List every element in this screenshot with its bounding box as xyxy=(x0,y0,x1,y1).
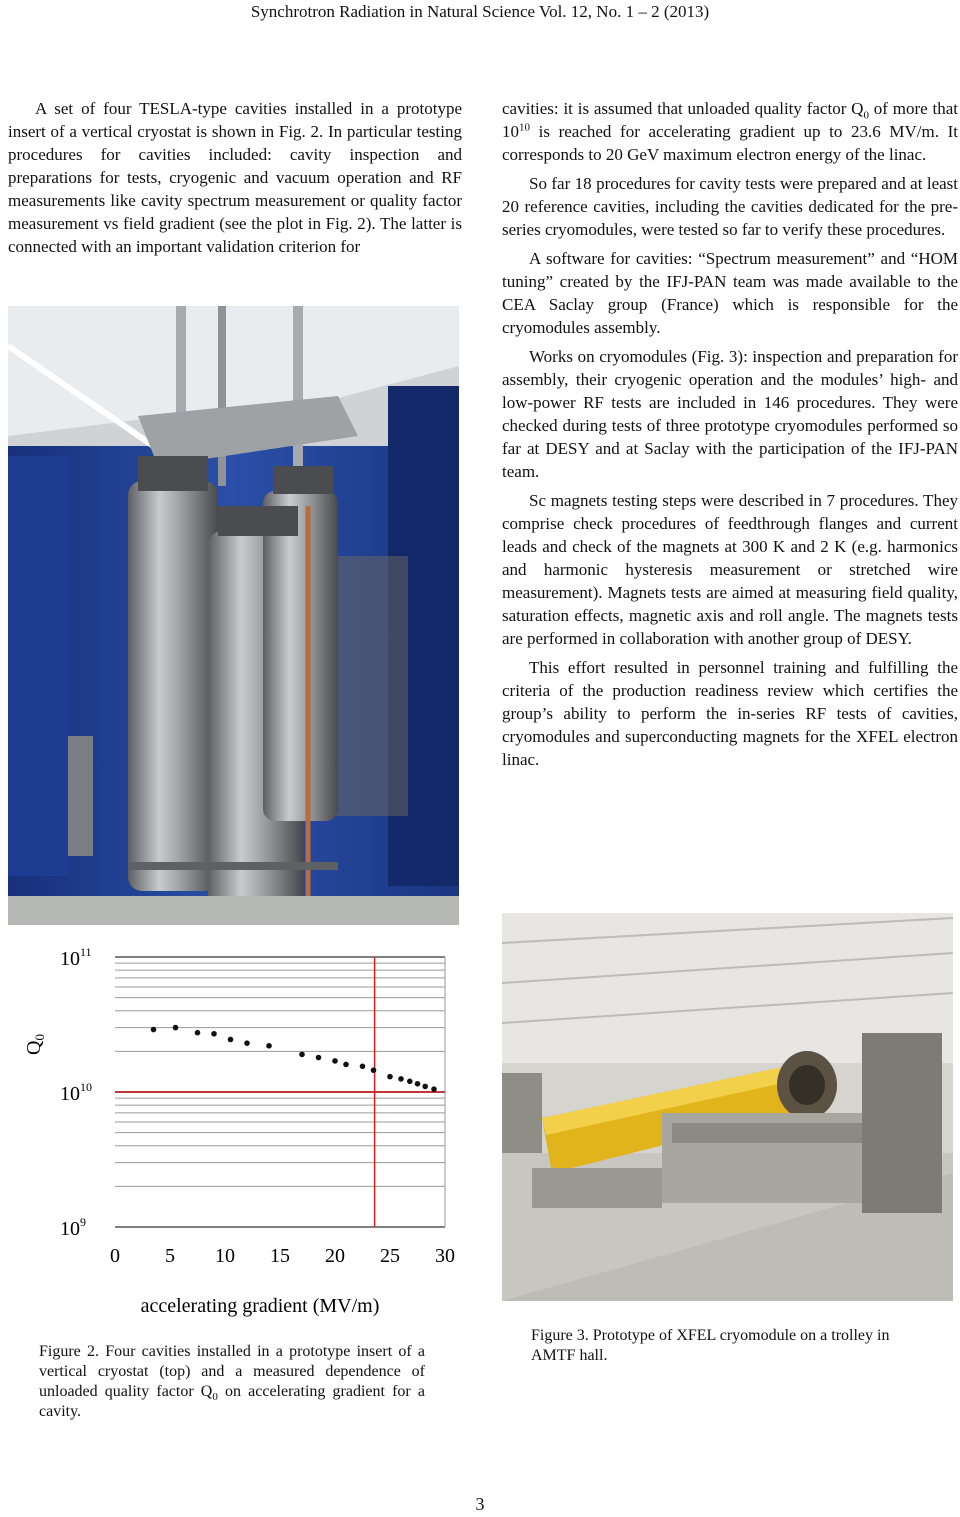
x-tick-label: 5 xyxy=(165,1245,175,1267)
x-axis-label: accelerating gradient (MV/m) xyxy=(140,1295,380,1317)
data-point xyxy=(195,1030,201,1036)
data-point xyxy=(228,1037,234,1043)
data-point xyxy=(360,1064,366,1070)
y-tick-labels xyxy=(60,945,92,1240)
x-tick-label: 30 xyxy=(435,1245,455,1267)
x-tick-label: 15 xyxy=(270,1245,290,1267)
data-point xyxy=(422,1084,428,1090)
figure-2-caption: Figure 2. Four cavities installed in a prototype insert of a vertical cryostat (top) and a measured dependence of unloaded quality factor $Q_0$ on accelerating gradient for a cavity. xyxy=(39,1343,425,1420)
paragraph: So far 18 procedures for cavity tests were prepared and at least 20 reference cavities, including the cavities dedicated for the pre-series cryomodules, were tested so far to verify these procedures. xyxy=(502,174,958,239)
x-tick-label: 10 xyxy=(215,1245,235,1267)
data-points xyxy=(151,1025,437,1092)
x-tick-label: 0 xyxy=(110,1245,120,1267)
chart-svg xyxy=(20,940,470,1330)
x-tick-label: 20 xyxy=(325,1245,345,1267)
cryomodule-photo xyxy=(502,913,953,1301)
running-header: Synchrotron Radiation in Natural Science Vol. 12, No. 1 – 2 (2013) xyxy=(250,2,710,21)
y-tick-label: $10^9$ xyxy=(60,1215,86,1240)
left-column xyxy=(8,97,462,258)
data-point xyxy=(415,1081,421,1087)
paragraph: A set of four TESLA-type cavities installed in a prototype insert of a vertical cryostat is shown in Fig. 2. In particular testing procedures for cavities included: cavity inspection and preparations for tests, cryogenic and vacuum operation and RF measurements like cavity spectrum measurement or quality factor measurement vs field gradient (see the plot in Fig. 2). The latter is connected with an important validation criterion for xyxy=(8,99,462,256)
data-point xyxy=(316,1055,322,1061)
paragraph: This effort resulted in personnel training and fulfilling the criteria of the production readiness review which certifies the group’s ability to perform the in-series RF tests of cavities, cryomodules and superconducting magnets for the XFEL electron linac. xyxy=(502,658,958,769)
data-point xyxy=(371,1067,377,1073)
paragraph: cavities: it is assumed that unloaded quality factor $Q_0$ of more that $10^{10}$ is reached for accelerating gradient up to 23.6 MV/m. It corresponds to 20 GeV maximum electron energy of the linac. xyxy=(502,99,958,164)
figure-3-caption: Figure 3. Prototype of XFEL cryomodule on a trolley in AMTF hall. xyxy=(531,1327,890,1364)
data-point xyxy=(398,1076,404,1082)
paragraph: Works on cryomodules (Fig. 3): inspection and preparation for assembly, their cryogenic operation and the modules’ high- and low-power RF tests are included in 146 procedures. They were checked during tests of three prototype cryomodules performed so far at DESY and at Saclay with the participation of the IFJ-PAN team. xyxy=(502,347,958,481)
cryostat-insert-photo xyxy=(8,306,459,925)
data-point xyxy=(151,1027,157,1033)
paragraph: A software for cavities: “Spectrum measurement” and “HOM tuning” created by the IFJ-PAN team was made available to the CEA Saclay group (France) which is responsible for the cryomodules assembly. xyxy=(502,249,958,337)
data-point xyxy=(332,1058,338,1064)
data-point xyxy=(407,1079,413,1085)
data-point xyxy=(173,1025,179,1031)
right-column xyxy=(502,97,958,771)
data-point xyxy=(299,1052,305,1058)
data-point xyxy=(431,1086,437,1092)
data-point xyxy=(343,1062,349,1068)
x-tick-labels xyxy=(110,1245,455,1267)
y-tick-label: $10^{10}$ xyxy=(60,1080,92,1105)
y-tick-label: $10^{11}$ xyxy=(60,945,92,970)
data-point xyxy=(266,1043,272,1049)
x-tick-label: 25 xyxy=(380,1245,400,1267)
q0-vs-gradient-chart xyxy=(20,940,470,1330)
paragraph: Sc magnets testing steps were described in 7 procedures. They comprise check procedures of feedthrough flanges and current leads and check of the magnets at 300 K and 2 K (e.g. harmonics and harmonic hysteresis measurement or stretched wire measurement). Magnets tests are aimed at measuring field quality, saturation effects, magnetic axis and roll angle. The magnets tests are performed in collaboration with another group of DESY. xyxy=(502,491,958,648)
y-axis-label: $Q_0$ xyxy=(23,1034,47,1055)
data-point xyxy=(211,1031,217,1037)
page-number: 3 xyxy=(475,1494,485,1514)
data-point xyxy=(387,1074,393,1080)
data-point xyxy=(244,1040,250,1046)
